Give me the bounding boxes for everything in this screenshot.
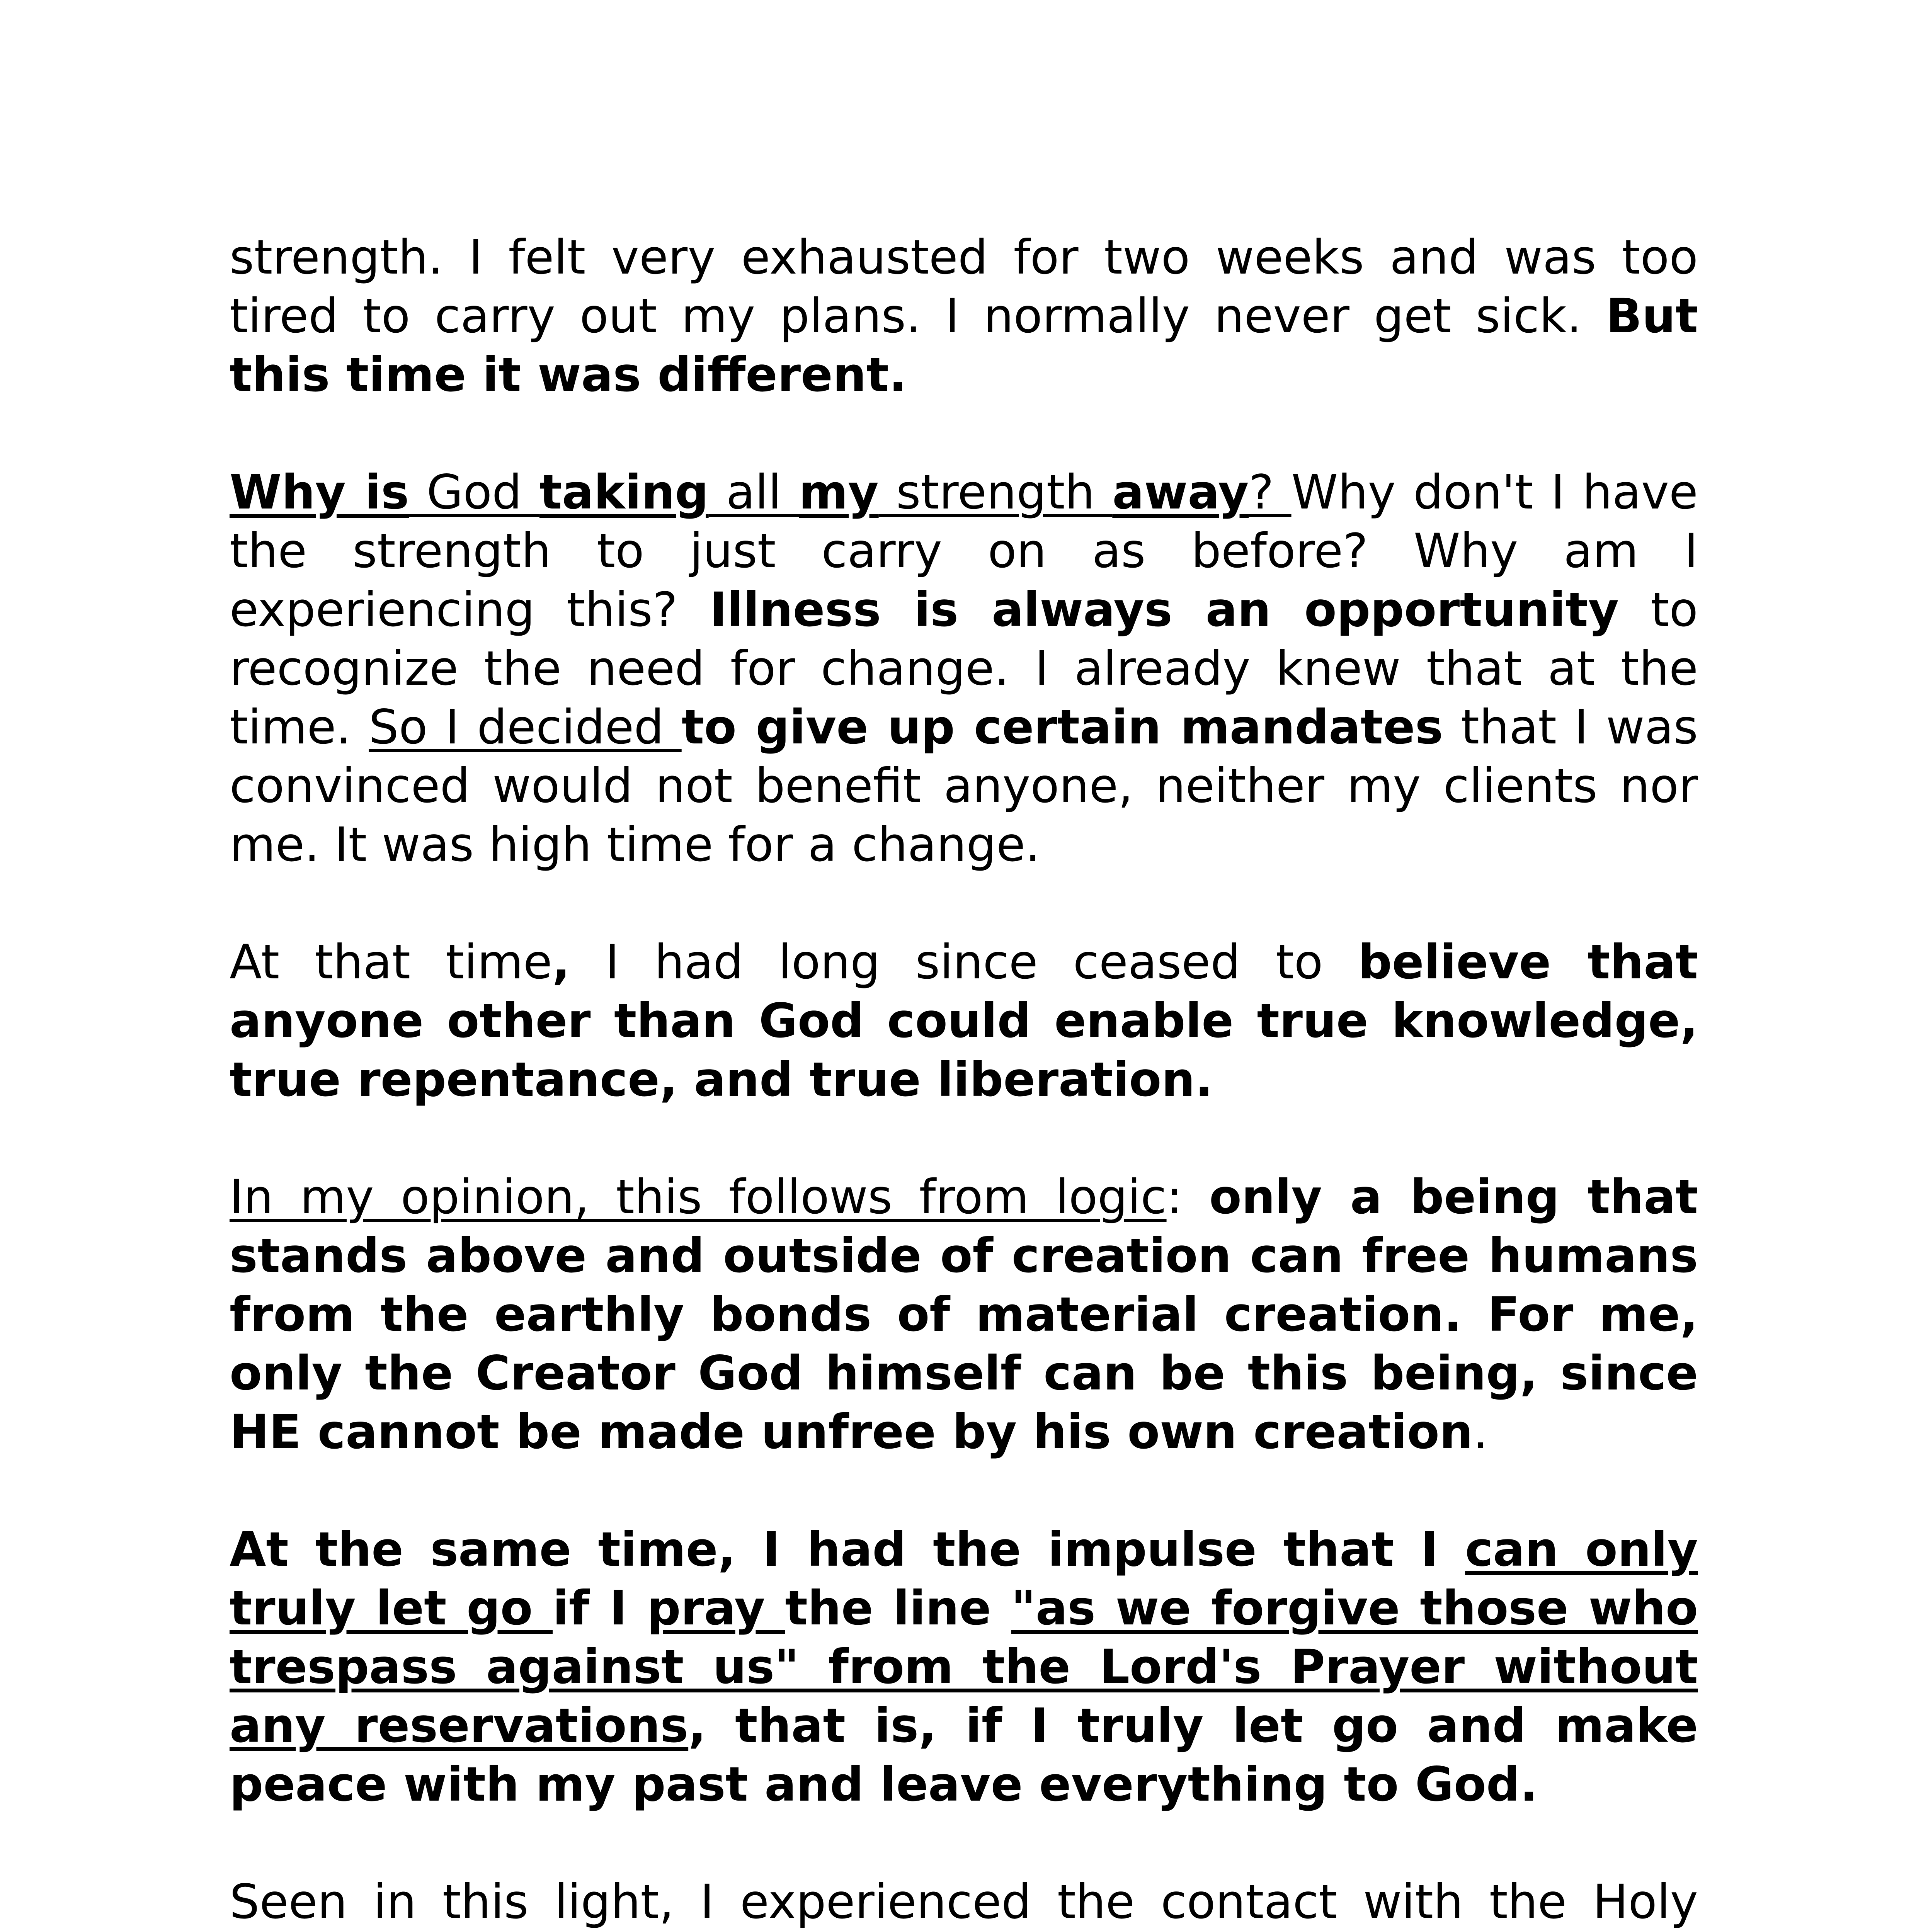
paragraph-4 [230,1168,1698,1461]
text-run: ? [1249,465,1292,520]
text-run: can only truly let go [230,1522,1698,1636]
text-run: But this time it was different. [230,289,1698,402]
text-run: all [708,465,799,520]
text-run: "as we forgive those who trespass against us" from the Lord's Prayer without any reservations [230,1581,1698,1753]
text-run: to give up certain mandates [681,700,1443,755]
text-run: : [1166,1170,1209,1225]
text-run: Why don't I have the strength to just carry on as before? Why am I experiencing this? [230,465,1698,637]
text-run: pray [647,1581,785,1636]
paragraph-5 [230,1520,1698,1814]
text-run: believe that anyone other than God could enable true knowledge, true repentance, and true liberation. [230,935,1698,1107]
text-run: In my opinion, this follows from logic [230,1170,1167,1225]
text-run: , [552,935,570,990]
text-run: God [409,465,539,520]
text-run: At the same time, I had the impulse that I [230,1522,1465,1577]
text-run: So I decided [369,700,682,755]
paragraph-3 [230,933,1698,1109]
text-run: At that time [230,935,552,990]
text-run: that I was convinced would not benefit anyone, neither my clients nor me. It was high time for a change. [230,700,1698,872]
text-run: Illness is always an opportunity [709,582,1619,637]
paragraph-1 [230,228,1698,404]
text-run: strength [878,465,1113,520]
text-run: if I [553,1581,647,1636]
paragraph-2 [230,463,1698,874]
text-run: Why is [230,465,409,520]
text-run: only a being that stands above and outside of creation can free humans from the earthly bonds of material creation. For me, only the Creator God himself can be this being, since HE cannot be made unfree by his own creation [230,1170,1698,1459]
body-text [230,228,1698,1932]
text-run: away [1112,465,1249,520]
text-run: Seen in this light, I experienced the contact with the Holy [230,1874,1698,1929]
text-run: taking [539,465,709,520]
text-run: the line [785,1581,1011,1636]
text-run: my [799,465,879,520]
text-run: to recognize the need for change. I already knew that at the time. [230,582,1698,755]
text-run: strength. I felt very exhausted for two weeks and was too tired to carry out my plans. I normally never get sick. [230,230,1698,344]
text-run: , that is, if I truly let go and make peace with my past and leave everything to God. [230,1698,1698,1812]
text-run: I had long since ceased to [570,935,1358,990]
paragraph-6 [230,1872,1698,1932]
text-run: . [1473,1405,1488,1459]
